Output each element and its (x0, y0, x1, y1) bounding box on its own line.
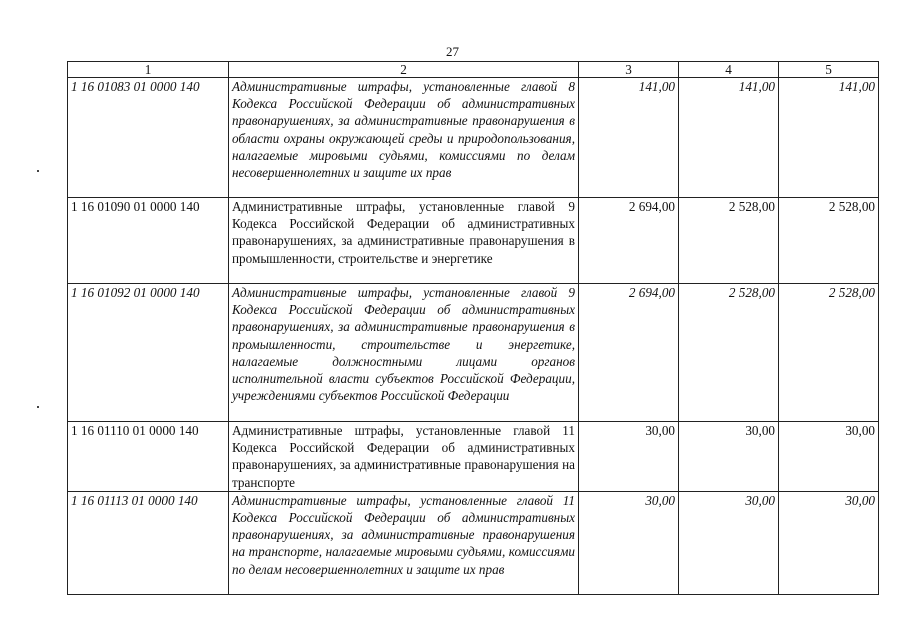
value-col-4: 30,00 (679, 422, 779, 492)
value-col-5: 2 528,00 (779, 198, 879, 284)
table-row (68, 491, 879, 594)
column-header: 2 (229, 62, 579, 78)
row-description: Административные штрафы, установленные главой 9 Кодекса Российской Федерации об административных правонарушениях, за административные правонарушения в промышленности, строительстве и энергетике, налагаемые должностными лицами органов исполнительной власти субъектов Российской Федерации, учреждениями субъектов Российской Федерации (229, 284, 579, 422)
budget-table (67, 61, 879, 595)
row-description: Административные штрафы, установленные главой 11 Кодекса Российской Федерации об административных правонарушениях, за административные правонарушения на транспорте (229, 422, 579, 492)
budget-code: 1 16 01110 01 0000 140 (68, 422, 229, 492)
scan-speck (37, 406, 39, 408)
value-col-4: 2 528,00 (679, 198, 779, 284)
value-col-3: 141,00 (579, 78, 679, 198)
table-row (68, 78, 879, 198)
budget-code: 1 16 01090 01 0000 140 (68, 198, 229, 284)
row-description: Административные штрафы, установленные главой 11 Кодекса Российской Федерации об административных правонарушениях, за административные правонарушения на транспорте, налагаемые мировыми судьями, комиссиями по делам несовершеннолетних и защите их прав (229, 491, 579, 594)
page-number: 27 (446, 44, 459, 59)
value-col-5: 30,00 (779, 491, 879, 594)
table-row (68, 284, 879, 422)
column-header: 4 (679, 62, 779, 78)
value-col-3: 2 694,00 (579, 198, 679, 284)
column-header: 5 (779, 62, 879, 78)
value-col-4: 30,00 (679, 491, 779, 594)
value-col-3: 30,00 (579, 491, 679, 594)
table-row (68, 422, 879, 492)
value-col-3: 2 694,00 (579, 284, 679, 422)
column-header: 1 (68, 62, 229, 78)
value-col-5: 30,00 (779, 422, 879, 492)
scan-speck (37, 170, 39, 172)
value-col-5: 2 528,00 (779, 284, 879, 422)
budget-code: 1 16 01092 01 0000 140 (68, 284, 229, 422)
value-col-5: 141,00 (779, 78, 879, 198)
value-col-4: 2 528,00 (679, 284, 779, 422)
budget-code: 1 16 01113 01 0000 140 (68, 491, 229, 594)
header-row (68, 62, 879, 78)
column-header: 3 (579, 62, 679, 78)
row-description: Административные штрафы, установленные главой 9 Кодекса Российской Федерации об административных правонарушениях, за административные правонарушения в промышленности, строительстве и энергетике (229, 198, 579, 284)
budget-code: 1 16 01083 01 0000 140 (68, 78, 229, 198)
row-description: Административные штрафы, установленные главой 8 Кодекса Российской Федерации об административных правонарушениях, за административные правонарушения в области охраны окружающей среды и природопользования, налагаемые мировыми судьями, комиссиями по делам несовершеннолетних и защите их прав (229, 78, 579, 198)
value-col-4: 141,00 (679, 78, 779, 198)
table-row (68, 198, 879, 284)
value-col-3: 30,00 (579, 422, 679, 492)
